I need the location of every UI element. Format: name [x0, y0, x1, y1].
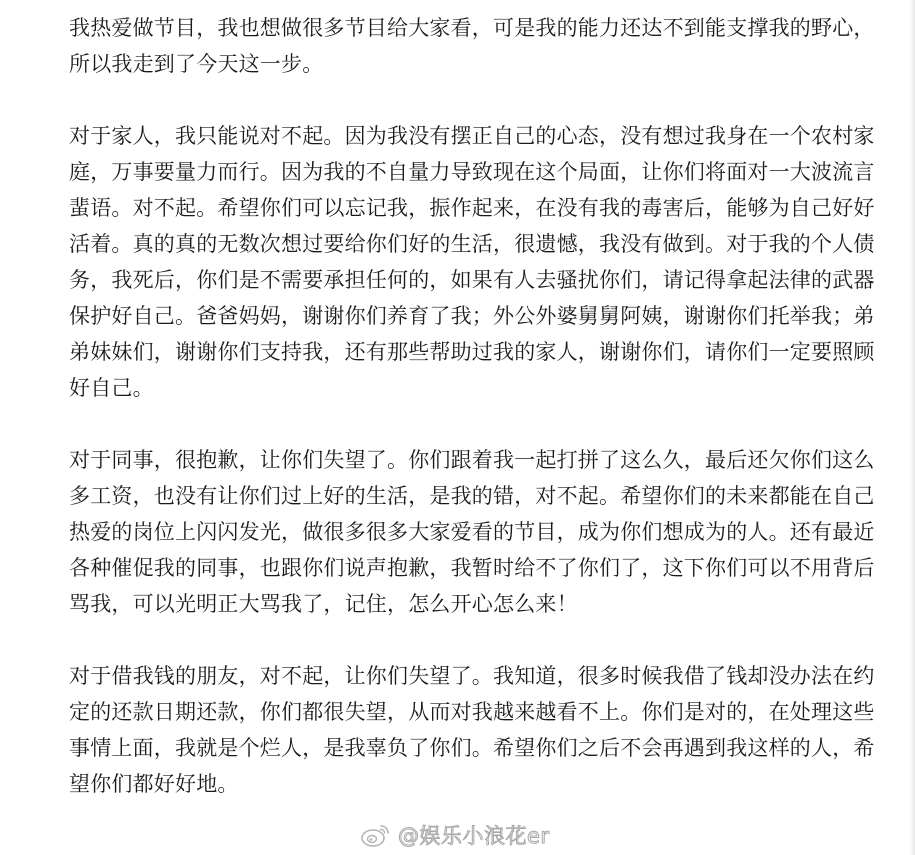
weibo-logo-icon — [360, 822, 390, 848]
paragraph-friends: 对于借我钱的朋友，对不起，让你们失望了。我知道，很多时候我借了钱却没办法在约定的还款日期还款，你们都很失望，从而对我越来越看不上。你们是对的，在处理这些事情上面，我就是个烂人，是我辜负了你们。希望你们之后不会再遇到我这样的人，希望你们都好好地。 — [69, 664, 875, 796]
article-body — [69, 10, 881, 802]
watermark-text: @娱乐小浪花er — [398, 824, 550, 848]
paragraph-family: 对于家人，我只能说对不起。因为我没有摆正自己的心态，没有想过我身在一个农村家庭，万事要量力而行。因为我的不自量力导致现在这个局面，让你们将面对一大波流言蜚语。对不起。希望你们可以忘记我，振作起来，在没有我的毒害后，能够为自己好好活着。真的真的无数次想过要给你们好的生活，很遗憾，我没有做到。对于我的个人债务，我死后，你们是不需要承担任何的，如果有人去骚扰你们，请记得拿起法律的武器保护好自己。爸爸妈妈，谢谢你们养育了我；外公外婆舅舅阿姨，谢谢你们托举我；弟弟妹妹们，谢谢你们支持我，还有那些帮助过我的家人，谢谢你们，请你们一定要照顾好自己。 — [69, 124, 875, 400]
page-edge-shadow — [909, 0, 915, 855]
paragraph-colleagues: 对于同事，很抱歉，让你们失望了。你们跟着我一起打拼了这么久，最后还欠你们这么多工资，也没有让你们过上好的生活，是我的错，对不起。希望你们的未来都能在自己热爱的岗位上闪闪发光，做很多很多大家爱看的节目，成为你们想成为的人。还有最近各种催促我的同事，也跟你们说声抱歉，我暂时给不了你们了，这下你们可以不用背后骂我，可以光明正大骂我了，记住，怎么开心怎么来！ — [69, 448, 875, 616]
watermark — [360, 818, 550, 852]
paragraph-intro: 我热爱做节目，我也想做很多节目给大家看，可是我的能力还达不到能支撑我的野心，所以我走到了今天这一步。 — [69, 16, 875, 76]
